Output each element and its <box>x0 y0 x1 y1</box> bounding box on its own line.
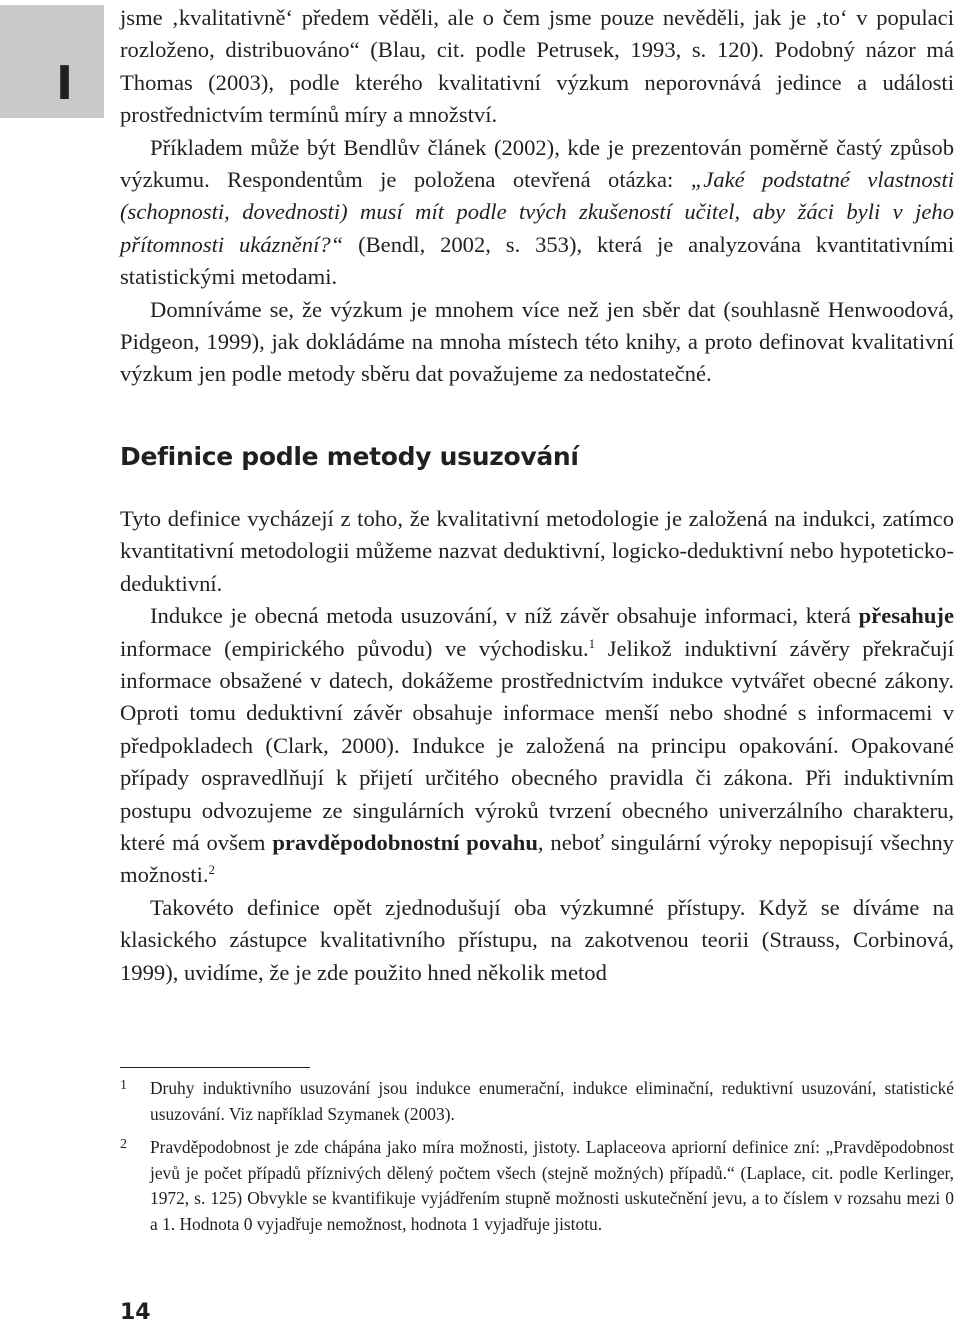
footnote <box>120 1076 954 1127</box>
text-run: Domníváme se, že výzkum je mnohem více než jen sběr dat (souhlasně Henwoodová, Pidgeon, 1999), jak dokládáme na mnoha místech této knihy, a proto definovat kvalitativní výzkum jen podle metody sběru dat považujeme za nedostatečné. <box>120 296 954 387</box>
bold-text: pravděpodobnostní povahu <box>272 829 538 855</box>
footnote-rule <box>120 1067 310 1068</box>
paragraphs-bottom <box>120 503 954 989</box>
footnote <box>120 1135 954 1237</box>
footnotes <box>120 1076 954 1246</box>
text-run: Příkladem může být Bendlův článek (2002), kde je prezentován poměrně častý způsob výzkumu. Respondentům je položena otevřená otázka: <box>120 134 954 193</box>
footnote-text: Druhy induktivního usuzování jsou indukce enumerační, indukce eliminační, reduktivní usuzování, statistické usuzování. Viz například Szymanek (2003). <box>150 1078 954 1124</box>
text-run: Tyto definice vycházejí z toho, že kvalitativní metodologie je založená na indukci, zatímco kvantitativní metodologii můžeme nazvat deduktivní, logicko-deduktivní nebo hypoteticko-deduktivní. <box>120 505 954 596</box>
paragraph <box>120 503 954 600</box>
text-run: Indukce je obecná metoda usuzování, v níž závěr obsahuje informaci, která <box>150 603 859 629</box>
italic-quote: „Jaké podstatné vlastnosti (schopnosti, dovednosti) musí mít podle tvých zkušeností učitel, aby žáci byli v jeho přítomnosti ukáznění?“ <box>120 167 954 257</box>
paragraph <box>120 132 954 294</box>
page-number: 14 <box>120 1300 151 1325</box>
paragraph <box>120 892 954 989</box>
paragraph <box>120 600 954 892</box>
chapter-marker: I <box>56 56 74 110</box>
paragraph <box>120 294 954 391</box>
footnote-text: Pravděpodobnost je zde chápána jako míra možnosti, jistoty. Laplaceova apriorní definice zní: „Pravděpodobnost jevů je počet případů příznivých dělený počtem všech (stejně možných) případů.“ (Laplace, cit. podle Kerlinger, 1972, s. 125) Obvykle se kvantifikuje vyjádřením stupně možnosti uskutečnění jevu, a to číslem v rozsahu mezi 0 a 1. Hodnota 0 vyjadřuje nemožnost, hodnota 1 vyjadřuje jistotu. <box>150 1137 954 1234</box>
chapter-tab <box>0 5 104 118</box>
footnote-number: 2 <box>120 1137 127 1153</box>
text-run: , neboť singulární výroky nepopisují všechny možnosti. <box>120 829 954 888</box>
text-run: Takovéto definice opět zjednodušují oba výzkumné přístupy. Když se díváme na klasického zástupce kvalitativního přístupu, na zakotvenou teorii (Strauss, Corbinová, 1999), uvidíme, že je zde použito hned několik metod <box>120 894 954 985</box>
text-run: Jelikož induktivní závěry překračují informace obsažené v datech, dokážeme prostřednictvím indukce vytvářet obecné zákony. Oproti tomu deduktivní závěr obsahuje informace menší nebo shodné s informacemi v předpokladech (Clark, 2000). Indukce je založená na principu opakování. Opakované případy ospravedlňují k přijetí určitého obecného pravidla či zákona. Při induktivním postupu odvozujeme ze singulárních výroků tvrzení obecného univerzálního charakteru, které má ovšem <box>120 635 954 855</box>
text-run: informace (empirického původu) ve východisku. <box>120 635 589 661</box>
section-heading: Definice podle metody usuzování <box>120 441 579 471</box>
text-run: jsme ‚kvalitativně‘ předem věděli, ale o čem jsme pouze nevěděli, jak je ‚to‘ v populaci rozloženo, distribuováno“ (Blau, cit. podle Petrusek, 1993, s. 120). Podobný názor má Thomas (2003), podle kterého kvalitativní výzkum neporovnává jedince a události prostřednictvím termínů míry a množství. <box>120 5 954 128</box>
paragraphs-top <box>120 2 954 391</box>
footnote-reference: 1 <box>588 635 596 651</box>
paragraph <box>120 2 954 132</box>
footnote-reference: 2 <box>208 862 215 878</box>
footnote-number: 1 <box>120 1078 127 1093</box>
body-text <box>120 2 954 989</box>
text-run: (Bendl, 2002, s. 353), která je analyzována kvantitativními statistickými metodami. <box>120 231 954 290</box>
bold-text: přesahuje <box>858 603 954 629</box>
